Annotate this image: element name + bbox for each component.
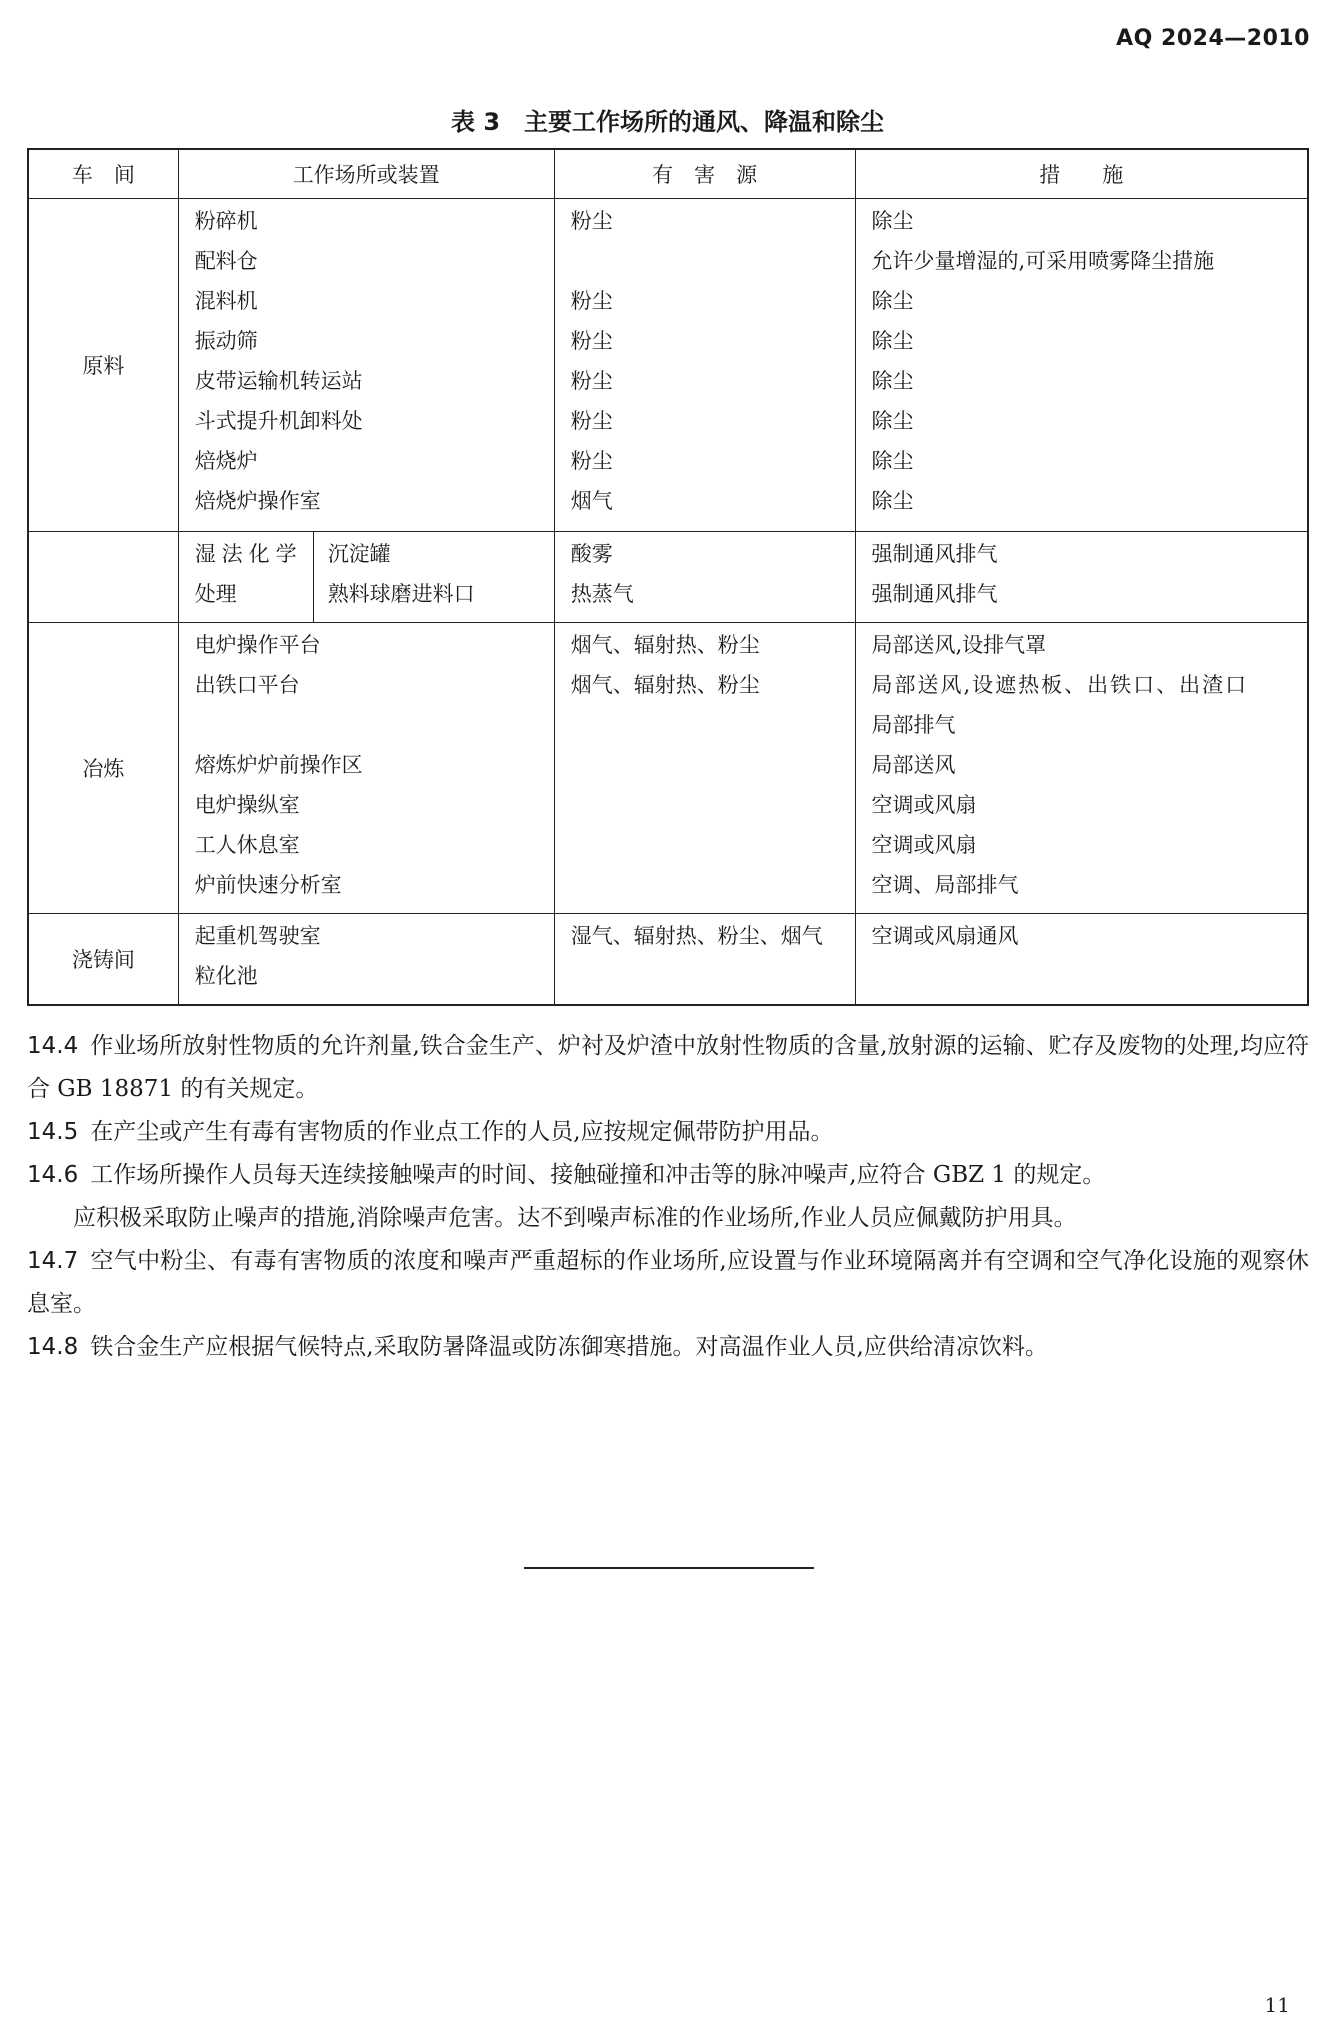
place-text — [195, 705, 538, 745]
measure-text: 空调或风扇通风 — [871, 924, 1019, 948]
source-text: 粉尘 — [570, 449, 613, 473]
clause-14-6 — [27, 1154, 1309, 1197]
source-text: 热蒸气 — [570, 582, 634, 606]
measure-text: 空调、局部排气 — [871, 873, 1019, 897]
clause-14-8 — [27, 1326, 1309, 1369]
measure-text: 空调或风扇 — [871, 793, 977, 817]
workshop-name: 原料 — [82, 354, 125, 378]
source-text: 粉尘 — [570, 209, 613, 233]
place-text: 振动筛 — [194, 329, 258, 353]
document-code: AQ 2024—2010 — [1116, 26, 1310, 51]
measure-text: 局部送风 — [871, 753, 956, 777]
source-cell — [554, 199, 855, 532]
measure-text: 强制通风排气 — [871, 582, 998, 606]
measure-text: 除尘 — [871, 329, 914, 353]
clause-number: 14.7 — [27, 1248, 79, 1274]
category-text: 湿法化学 — [194, 542, 303, 566]
table-row — [28, 532, 1308, 623]
clauses-section — [27, 1025, 1309, 1369]
header-measure: 措 施 — [855, 149, 1308, 199]
header-source: 有 害 源 — [554, 149, 855, 199]
table-header-row — [28, 149, 1308, 199]
measure-text: 空调或风扇 — [871, 833, 977, 857]
page-number: 11 — [1264, 1993, 1290, 2017]
workshop-cell — [28, 532, 178, 623]
table-title: 表 3 主要工作场所的通风、降温和除尘 — [450, 108, 885, 136]
measure-text: 局部送风,设遮热板、出铁口、出渣口 — [871, 673, 1249, 697]
source-cell — [554, 623, 855, 914]
clause-text: 空气中粉尘、有毒有害物质的浓度和噪声严重超标的作业场所,应设置与作业环境隔离并有空调和空气净化设施的观察休息室。 — [27, 1248, 1309, 1317]
place-text: 工人休息室 — [194, 833, 300, 857]
place-text: 混料机 — [194, 289, 258, 313]
place-text: 粒化池 — [194, 964, 258, 988]
measure-text: 允许少量增湿的,可采用喷雾降尘措施 — [871, 249, 1215, 273]
source-cell — [554, 914, 855, 1006]
source-text: 烟气 — [570, 489, 613, 513]
place-text: 焙烧炉 — [194, 449, 258, 473]
source-text: 粉尘 — [570, 409, 613, 433]
place-text: 皮带运输机转运站 — [194, 369, 363, 393]
place-text: 起重机驾驶室 — [194, 924, 321, 948]
workshop-cell — [28, 623, 178, 914]
place-text: 沉淀罐 — [327, 542, 391, 566]
place-text: 斗式提升机卸料处 — [194, 409, 363, 433]
workshop-name: 冶炼 — [82, 757, 125, 781]
source-text: 湿气、辐射热、粉尘、烟气 — [570, 924, 823, 948]
table-row — [28, 914, 1308, 1006]
clause-text: 应积极采取防止噪声的措施,消除噪声危害。达不到噪声标准的作业场所,作业人员应佩戴防护用具。 — [73, 1205, 1077, 1231]
measure-cell — [855, 199, 1308, 532]
measure-text: 局部送风,设排气罩 — [871, 633, 1047, 657]
clause-text: 作业场所放射性物质的允许剂量,铁合金生产、炉衬及炉渣中放射性物质的含量,放射源的运输、贮存及废物的处理,均应符合 GB 18871 的有关规定。 — [27, 1033, 1309, 1102]
source-text: 烟气、辐射热、粉尘 — [570, 673, 760, 697]
measure-text: 除尘 — [871, 489, 914, 513]
place-text: 电炉操作平台 — [194, 633, 321, 657]
place-cell — [178, 199, 554, 532]
measure-text: 强制通风排气 — [871, 542, 998, 566]
source-text: 酸雾 — [570, 542, 613, 566]
workshop-cell — [28, 199, 178, 532]
clause-14-4 — [27, 1025, 1309, 1111]
workshop-cell — [28, 914, 178, 1006]
source-text: 烟气、辐射热、粉尘 — [570, 633, 760, 657]
measure-text: 除尘 — [871, 209, 914, 233]
ventilation-table — [27, 148, 1309, 1006]
measure-text: 除尘 — [871, 409, 914, 433]
place-text: 配料仓 — [194, 249, 258, 273]
place-text: 熟料球磨进料口 — [327, 582, 475, 606]
equipment-cell — [314, 532, 554, 622]
header-workshop: 车 间 — [28, 149, 178, 199]
measure-cell — [855, 623, 1308, 914]
clause-14-6-paragraph — [27, 1197, 1309, 1240]
place-text: 熔炼炉炉前操作区 — [194, 753, 363, 777]
clause-number: 14.4 — [27, 1033, 79, 1059]
measure-cell — [855, 532, 1308, 623]
clause-number: 14.5 — [27, 1119, 79, 1145]
place-text: 炉前快速分析室 — [194, 873, 342, 897]
table-row — [28, 623, 1308, 914]
category-cell — [179, 532, 314, 622]
source-text — [571, 241, 839, 281]
table-row — [28, 199, 1308, 532]
clause-number: 14.6 — [27, 1162, 79, 1188]
measure-text: 局部排气 — [871, 713, 956, 737]
measure-text: 除尘 — [871, 369, 914, 393]
place-text: 电炉操纵室 — [194, 793, 300, 817]
end-rule — [524, 1567, 814, 1569]
clause-14-7 — [27, 1240, 1309, 1326]
place-text: 焙烧炉操作室 — [194, 489, 321, 513]
clause-text: 铁合金生产应根据气候特点,采取防暑降温或防冻御寒措施。对高温作业人员,应供给清凉饮料。 — [90, 1334, 1048, 1360]
measure-text: 除尘 — [871, 449, 914, 473]
category-text: 处理 — [194, 582, 237, 606]
measure-cell — [855, 914, 1308, 1006]
place-text: 粉碎机 — [194, 209, 258, 233]
place-cell — [178, 532, 554, 623]
place-cell — [178, 914, 554, 1006]
clause-text: 在产尘或产生有毒有害物质的作业点工作的人员,应按规定佩带防护用品。 — [90, 1119, 834, 1145]
source-cell — [554, 532, 855, 623]
place-cell — [178, 623, 554, 914]
source-text: 粉尘 — [570, 329, 613, 353]
source-text: 粉尘 — [570, 289, 613, 313]
clause-number: 14.8 — [27, 1334, 79, 1360]
workshop-name: 浇铸间 — [71, 948, 135, 972]
source-text: 粉尘 — [570, 369, 613, 393]
measure-text: 除尘 — [871, 289, 914, 313]
header-place: 工作场所或装置 — [178, 149, 554, 199]
place-text: 出铁口平台 — [194, 673, 300, 697]
clause-text: 工作场所操作人员每天连续接触噪声的时间、接触碰撞和冲击等的脉冲噪声,应符合 GBZ 1 的规定。 — [90, 1162, 1106, 1188]
clause-14-5 — [27, 1111, 1309, 1154]
